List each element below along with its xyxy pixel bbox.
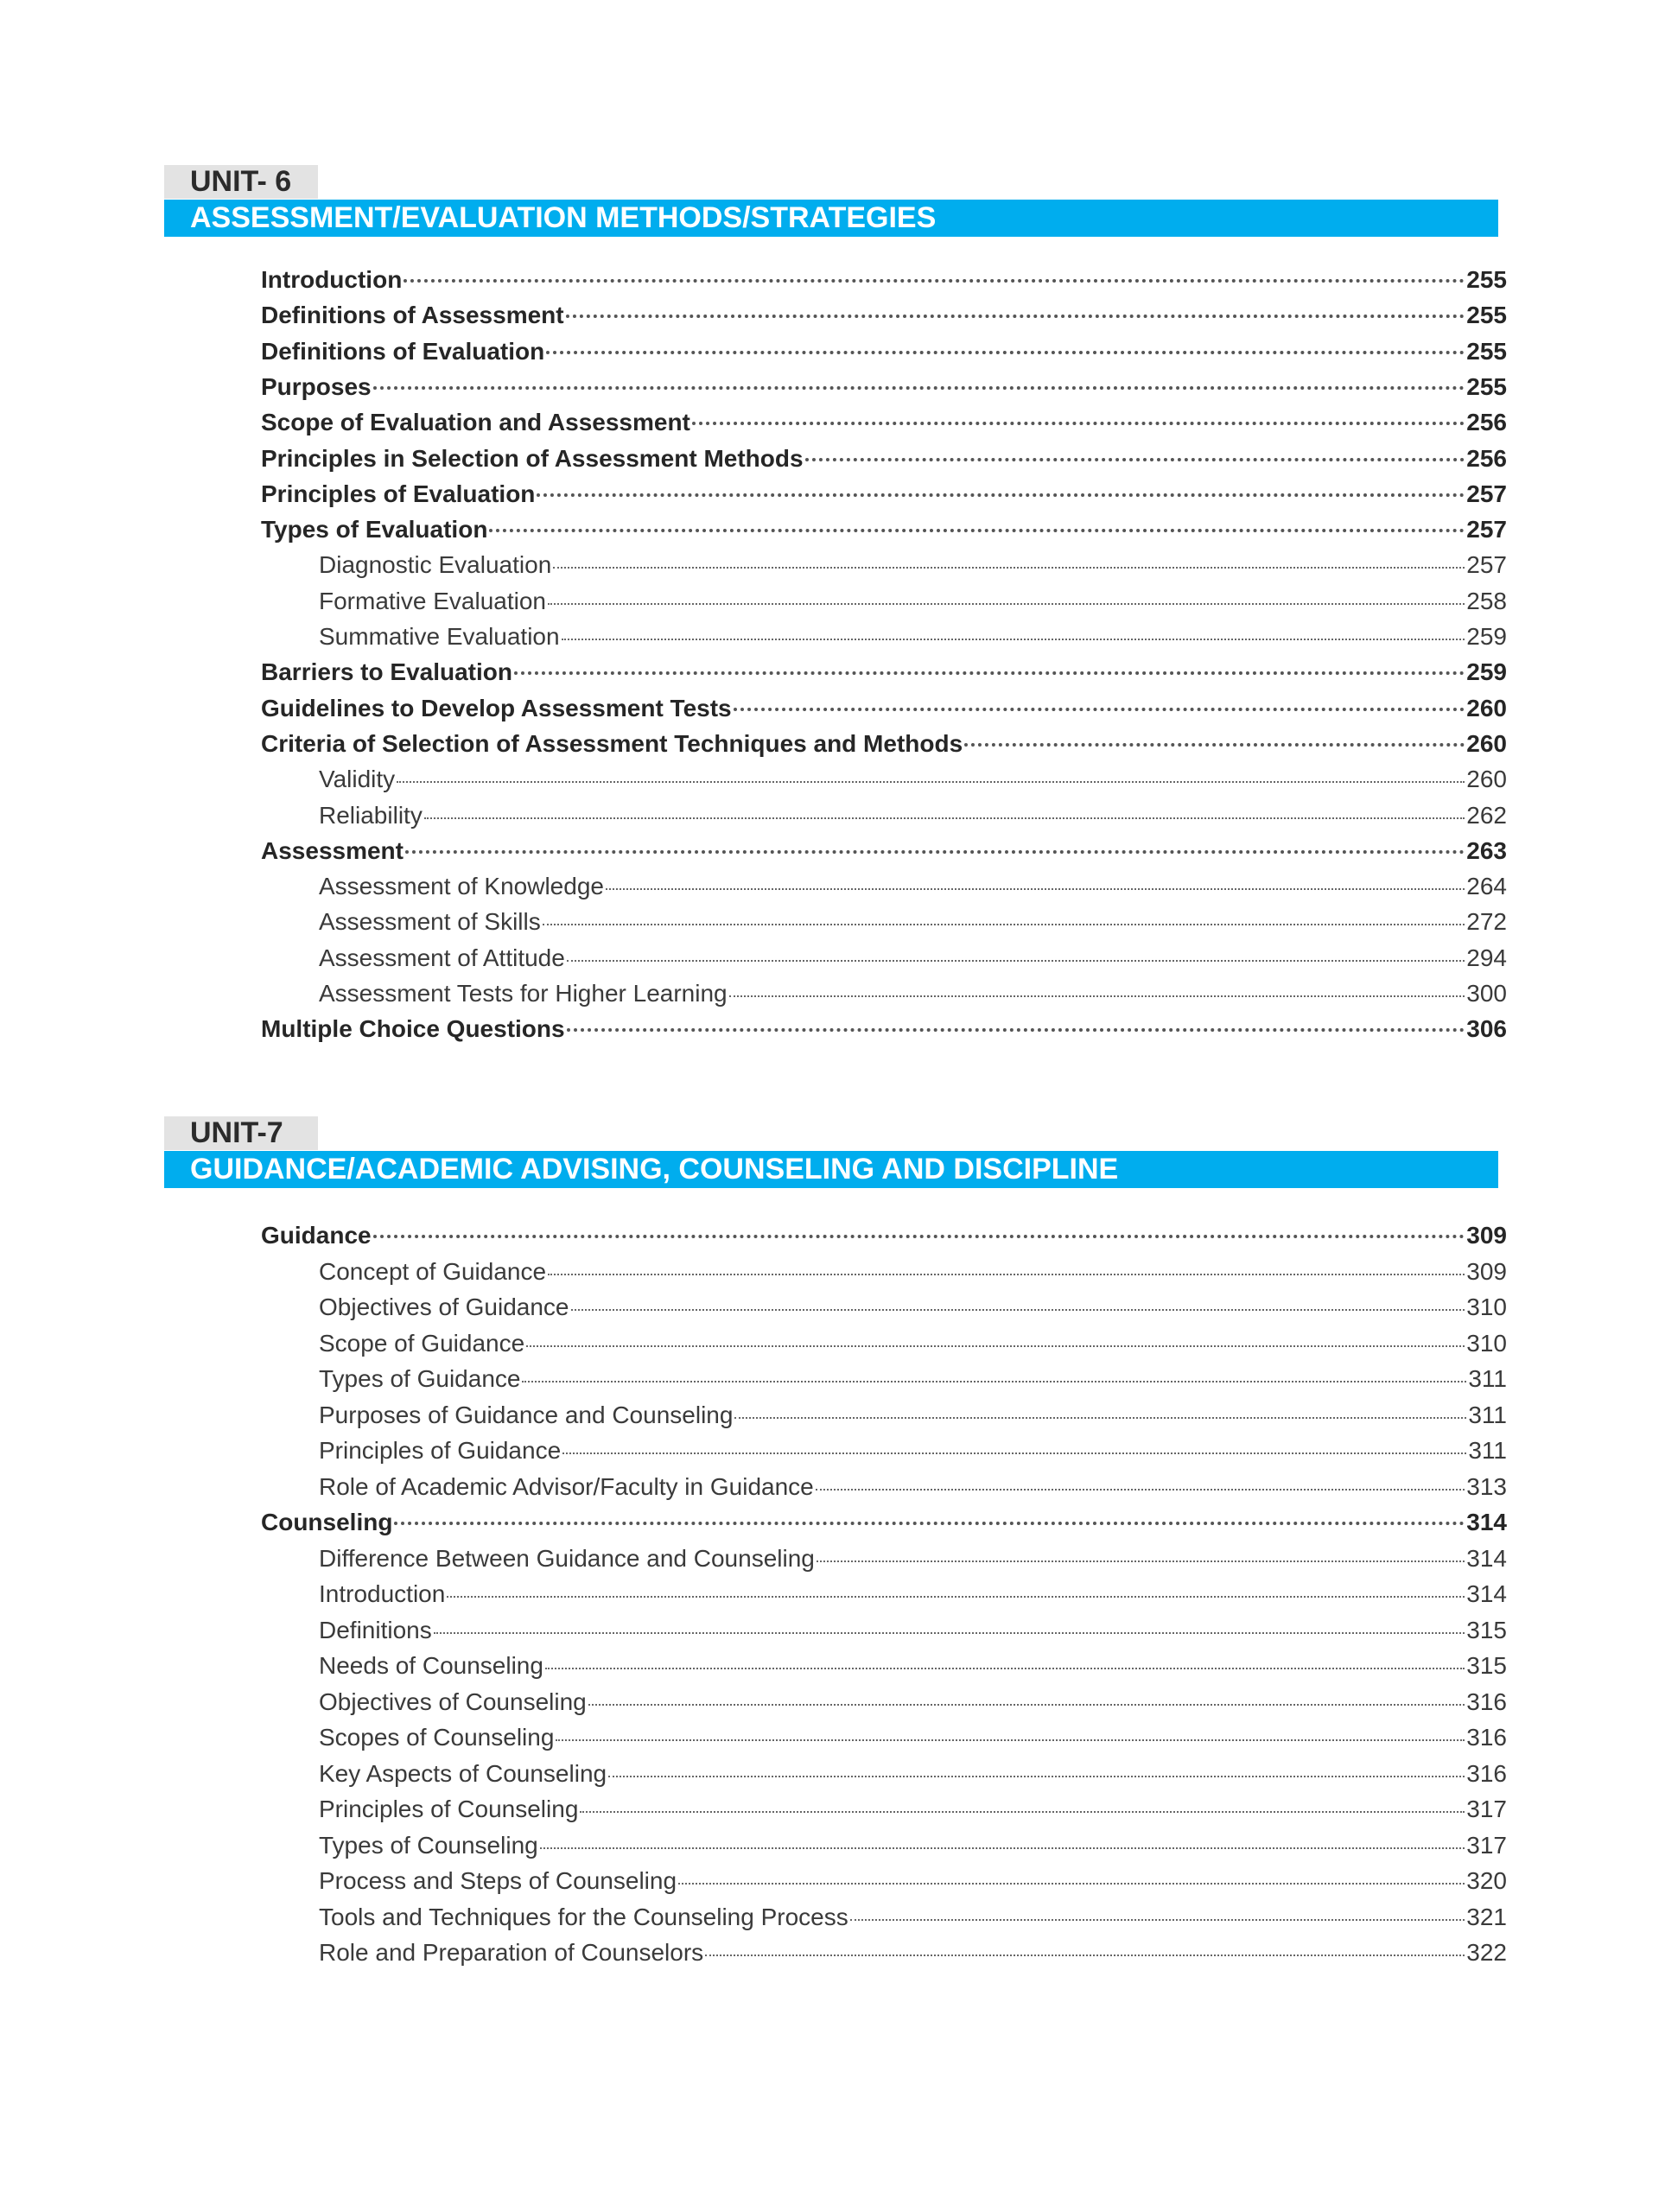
toc-entry-title: Introduction — [319, 1580, 446, 1607]
dot-leader — [373, 1235, 1465, 1238]
toc-entry-page: 317 — [1466, 1831, 1507, 1859]
toc-entry — [261, 1217, 1507, 1253]
dot-leader — [514, 671, 1465, 675]
toc-entry-title: Role of Academic Advisor/Faculty in Guidance — [319, 1472, 814, 1500]
dot-leader — [562, 1452, 1466, 1454]
toc-entry-title: Formative Evaluation — [319, 587, 547, 614]
dot-leader — [964, 743, 1465, 747]
toc-entry-title: Principles in Selection of Assessment Methods — [261, 444, 804, 472]
toc-entry — [261, 334, 1507, 369]
toc-entry-page: 311 — [1468, 1437, 1507, 1464]
toc-entry-title: Definitions — [319, 1616, 432, 1643]
dot-leader — [816, 1489, 1465, 1491]
toc-entry — [261, 1289, 1507, 1325]
dot-leader — [546, 351, 1465, 354]
toc-entry — [261, 690, 1507, 726]
toc-entry-page: 314 — [1466, 1544, 1507, 1572]
toc-entry-title: Types of Guidance — [319, 1365, 521, 1392]
toc-entry — [261, 404, 1507, 440]
dot-leader — [608, 1776, 1465, 1777]
toc-entry — [261, 1612, 1507, 1648]
toc-entry-page: 255 — [1466, 266, 1507, 293]
dot-leader — [397, 781, 1465, 783]
toc-entry-page: 300 — [1466, 980, 1507, 1007]
toc-entry-page: 258 — [1466, 587, 1507, 614]
dot-leader — [580, 1811, 1465, 1813]
toc-entry-title: Definitions of Evaluation — [261, 337, 545, 365]
dot-leader — [567, 1028, 1465, 1032]
toc-entry-title: Multiple Choice Questions — [261, 1015, 565, 1043]
toc-entry-title: Assessment of Skills — [319, 908, 541, 936]
toc-entry-title: Assessment of Attitude — [319, 944, 565, 971]
dot-leader — [537, 493, 1465, 497]
toc-entry-page: 263 — [1466, 836, 1507, 864]
dot-leader — [526, 1345, 1465, 1347]
dot-leader — [553, 567, 1465, 569]
toc-entry — [261, 798, 1507, 833]
toc-entry-title: Counseling — [261, 1509, 393, 1535]
toc-entry — [261, 1576, 1507, 1611]
toc-entry-page: 256 — [1466, 444, 1507, 472]
toc-entry-title: Process and Steps of Counseling — [319, 1867, 677, 1894]
toc-entry-title: Introduction — [261, 266, 403, 293]
toc-entry — [261, 1756, 1507, 1791]
toc-entry — [261, 940, 1507, 976]
toc-entry — [261, 262, 1507, 297]
toc-entry-page: 315 — [1466, 1616, 1507, 1643]
toc-entry — [261, 904, 1507, 939]
toc-entry — [261, 1361, 1507, 1396]
toc-entry — [261, 1254, 1507, 1289]
dot-leader — [734, 1417, 1466, 1419]
toc-entry-page: 260 — [1466, 729, 1507, 757]
toc-entry — [261, 654, 1507, 690]
dot-leader — [543, 924, 1465, 925]
toc-entry — [261, 1325, 1507, 1361]
toc-entry — [261, 1791, 1507, 1827]
toc-entry-page: 257 — [1466, 516, 1507, 543]
toc-entry — [261, 833, 1507, 868]
toc-entry-title: Barriers to Evaluation — [261, 658, 512, 686]
toc-entry — [261, 1863, 1507, 1898]
toc-entry-page: 313 — [1466, 1472, 1507, 1500]
dot-leader — [548, 1274, 1465, 1275]
dot-leader — [373, 386, 1465, 390]
toc-entry-page: 255 — [1466, 302, 1507, 329]
toc-entry-page: 306 — [1466, 1015, 1507, 1043]
toc-entry — [261, 583, 1507, 619]
dot-leader — [548, 603, 1465, 605]
toc-entry-title: Summative Evaluation — [319, 623, 560, 650]
toc-entry — [261, 1935, 1507, 1970]
toc-entry-title: Reliability — [319, 801, 423, 829]
toc-entry — [261, 1648, 1507, 1683]
toc-entry-page: 272 — [1466, 908, 1507, 936]
unit-6-title: ASSESSMENT/EVALUATION METHODS/STRATEGIES — [164, 200, 1498, 237]
dot-leader — [705, 1955, 1465, 1956]
toc-entry-page: 255 — [1466, 372, 1507, 400]
toc-entry — [261, 1719, 1507, 1755]
toc-entry-title: Key Aspects of Counseling — [319, 1759, 607, 1787]
toc-entry — [261, 1899, 1507, 1935]
toc-entry — [261, 1504, 1507, 1540]
dot-leader — [405, 850, 1465, 854]
toc-entry-title: Principles of Counseling — [319, 1796, 579, 1822]
toc-entry — [261, 1827, 1507, 1863]
toc-entry-title: Assessment of Knowledge — [319, 873, 604, 900]
dot-leader — [734, 708, 1465, 711]
toc-entry-title: Scope of Evaluation and Assessment — [261, 409, 690, 436]
dot-leader — [447, 1596, 1465, 1598]
toc-entry-page: 311 — [1468, 1401, 1507, 1428]
toc-entry-title: Purposes — [261, 372, 372, 400]
toc-entry-title: Principles of Evaluation — [261, 480, 536, 507]
toc-entry — [261, 726, 1507, 761]
toc-entry-page: 309 — [1466, 1222, 1507, 1249]
toc-entry-page: 264 — [1466, 873, 1507, 900]
toc-entry-page: 259 — [1466, 658, 1507, 686]
toc-entry-page: 257 — [1466, 551, 1507, 579]
dot-leader — [567, 960, 1465, 962]
toc-entry-title: Guidance — [261, 1222, 372, 1249]
dot-leader — [394, 1522, 1465, 1525]
toc-entry-title: Role and Preparation of Counselors — [319, 1939, 704, 1966]
toc-entry-page: 260 — [1466, 694, 1507, 721]
dot-leader — [588, 1704, 1465, 1706]
toc-entry-page: 316 — [1466, 1724, 1507, 1751]
unit-6-badge: UNIT- 6 — [164, 165, 318, 199]
toc-entry — [261, 619, 1507, 654]
unit-7-badge: UNIT-7 — [164, 1116, 318, 1150]
toc-entry-page: 309 — [1466, 1257, 1507, 1285]
toc-entry-title: Validity — [319, 766, 396, 793]
dot-leader — [678, 1883, 1465, 1885]
dot-leader — [489, 529, 1465, 532]
toc-entry — [261, 1684, 1507, 1719]
toc-entry — [261, 976, 1507, 1011]
toc-entry-title: Difference Between Guidance and Counseling — [319, 1544, 815, 1572]
dot-leader — [434, 1632, 1465, 1634]
dot-leader — [540, 1847, 1465, 1849]
dot-leader — [692, 422, 1465, 425]
toc-entry-title: Assessment — [261, 836, 404, 864]
toc-entry-title: Types of Evaluation — [261, 516, 488, 543]
toc-entry-title: Definitions of Assessment — [261, 302, 564, 329]
toc-entry — [261, 1541, 1507, 1576]
toc-entry-title: Assessment Tests for Higher Learning — [319, 980, 728, 1007]
unit-7-title: GUIDANCE/ACADEMIC ADVISING, COUNSELING AND DISCIPLINE — [164, 1151, 1498, 1188]
toc-entry — [261, 1433, 1507, 1468]
dot-leader — [606, 888, 1465, 890]
toc-entry — [261, 1397, 1507, 1433]
toc-entry-page: 316 — [1466, 1759, 1507, 1787]
toc-entry-page: 314 — [1466, 1509, 1507, 1535]
dot-leader — [850, 1919, 1465, 1921]
toc-entry-page: 316 — [1466, 1688, 1507, 1715]
toc-entry-title: Scope of Guidance — [319, 1329, 525, 1357]
toc-entry-title: Purposes of Guidance and Counseling — [319, 1401, 734, 1428]
toc-entry-page: 259 — [1466, 623, 1507, 650]
dot-leader — [522, 1381, 1466, 1382]
toc-entry — [261, 547, 1507, 582]
toc-entry-page: 311 — [1468, 1365, 1507, 1392]
toc-entry-page: 322 — [1466, 1939, 1507, 1966]
toc-entry-page: 317 — [1466, 1796, 1507, 1822]
dot-leader — [805, 458, 1465, 461]
toc-entry-page: 257 — [1466, 480, 1507, 507]
toc-entry-page: 262 — [1466, 801, 1507, 829]
toc-entry-title: Objectives of Guidance — [319, 1294, 569, 1320]
dot-leader — [424, 817, 1465, 819]
toc-entry — [261, 369, 1507, 404]
toc-entry-title: Diagnostic Evaluation — [319, 551, 552, 579]
toc-entry-title: Criteria of Selection of Assessment Techniques and Methods — [261, 729, 963, 757]
dot-leader — [545, 1668, 1465, 1669]
dot-leader — [817, 1560, 1465, 1562]
toc-entry-page: 321 — [1466, 1903, 1507, 1930]
dot-leader — [566, 315, 1465, 318]
dot-leader — [729, 995, 1465, 997]
toc-entry — [261, 761, 1507, 797]
toc-entry — [261, 297, 1507, 333]
toc-entry-title: Concept of Guidance — [319, 1257, 547, 1285]
toc-entry — [261, 1469, 1507, 1504]
dot-leader — [556, 1739, 1465, 1741]
toc-entry-title: Tools and Techniques for the Counseling Process — [319, 1903, 848, 1930]
toc-entry-page: 310 — [1466, 1329, 1507, 1357]
toc-entry-page: 260 — [1466, 766, 1507, 793]
toc-entry-title: Principles of Guidance — [319, 1437, 562, 1464]
toc-entry-title: Guidelines to Develop Assessment Tests — [261, 694, 732, 721]
toc-entry-page: 255 — [1466, 337, 1507, 365]
toc-entry-page: 315 — [1466, 1652, 1507, 1679]
toc-entry-title: Scopes of Counseling — [319, 1724, 555, 1751]
toc-entry-page: 310 — [1466, 1294, 1507, 1320]
toc-entry-title: Objectives of Counseling — [319, 1688, 587, 1715]
toc-entry — [261, 476, 1507, 512]
toc-entry-title: Types of Counseling — [319, 1831, 538, 1859]
dot-leader — [562, 639, 1465, 640]
toc-entry-title: Needs of Counseling — [319, 1652, 543, 1679]
dot-leader — [404, 279, 1465, 283]
toc-entry-page: 314 — [1466, 1580, 1507, 1607]
toc-entry — [261, 441, 1507, 476]
toc-entry-page: 320 — [1466, 1867, 1507, 1894]
toc-entry-page: 256 — [1466, 409, 1507, 436]
toc-entry — [261, 868, 1507, 904]
toc-entry — [261, 512, 1507, 547]
dot-leader — [571, 1309, 1465, 1311]
toc-entry-page: 294 — [1466, 944, 1507, 971]
toc-entry — [261, 1011, 1507, 1046]
